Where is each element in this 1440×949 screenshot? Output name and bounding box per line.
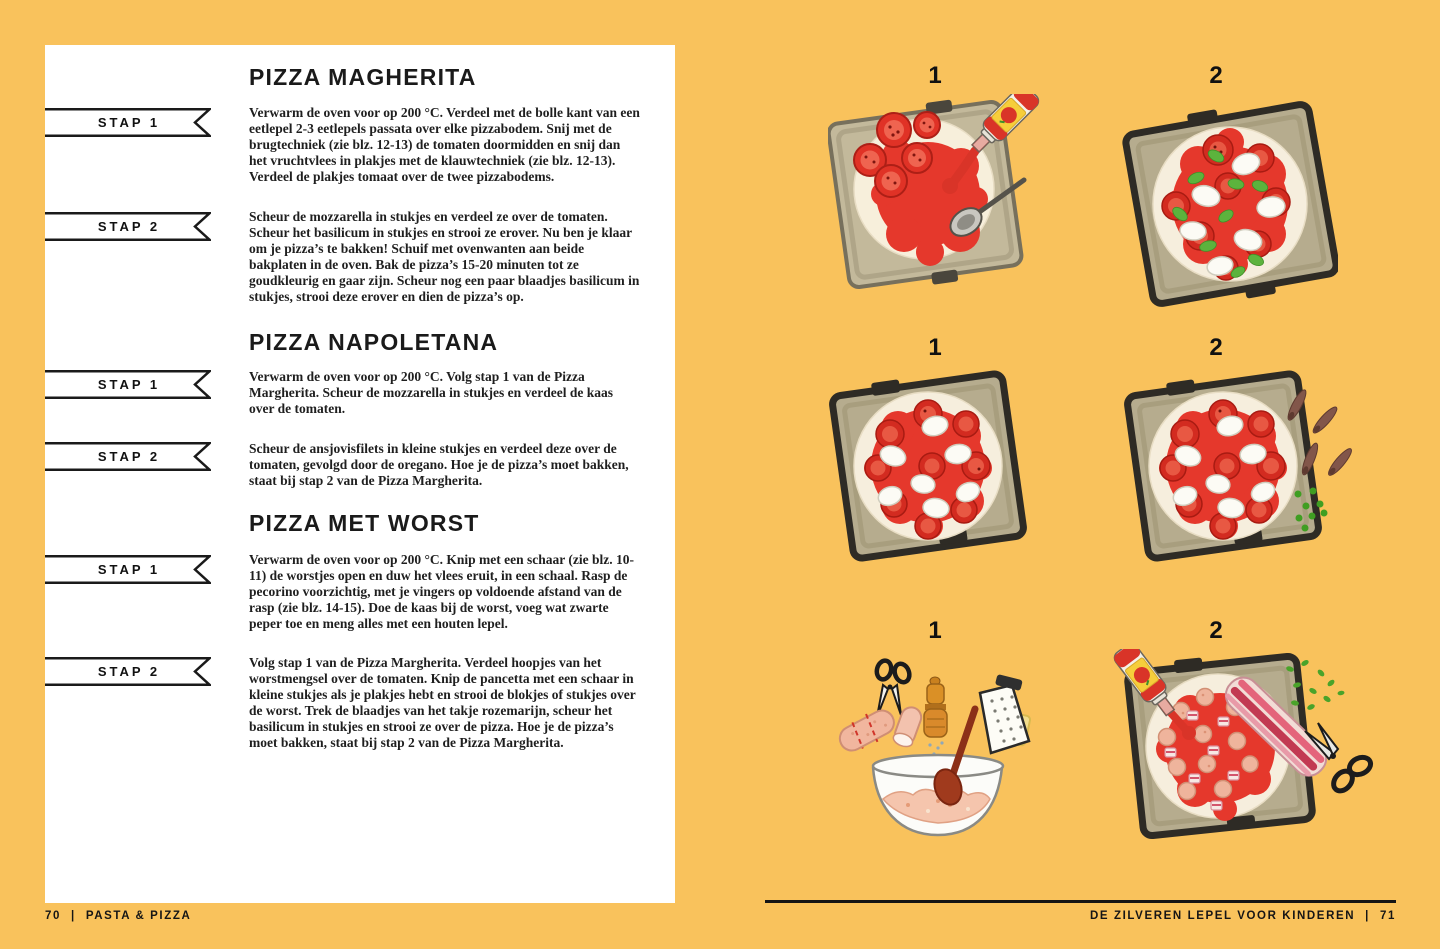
footer-rule	[765, 900, 1396, 903]
pizza-passata-illustration	[828, 94, 1058, 314]
pizza-worst-illustration	[1085, 649, 1385, 871]
recipe-panel	[45, 45, 675, 903]
step-text: Scheur de mozzarella in stukjes en verdeel ze over de tomaten. Scheur het basilicum in stukjes en strooi ze erover. Nu ben je klaar om je pizza’s te bakken! Schuif met ovenwanten aan beide bakplaten in de oven. Bak de pizza’s 15-20 minuten tot ze goudkleurig en gaar zijn. Scheur nog een paar blaadjes basilicum in stukjes, strooi deze erover en dien de pizza’s op.	[249, 209, 640, 304]
step-banner-label: STAP 2	[97, 664, 161, 679]
pizza-ansjovis-illustration	[1108, 366, 1398, 586]
footer-separator: |	[71, 910, 76, 922]
step-banner-label: STAP 1	[97, 377, 161, 392]
page-number-left: 70	[45, 910, 61, 922]
pizza-margherita-illustration	[1108, 94, 1338, 314]
footer-section: PASTA & PIZZA	[85, 910, 192, 922]
illustration-napoletana-step1	[820, 334, 1060, 594]
page-number-right: 71	[1380, 910, 1396, 922]
step-text: Scheur de ansjovisfilets in kleine stukjes en verdeel deze over de tomaten, gevolgd door de oregano. Hoe je de pizza’s moet bakken, staat bij stap 2 van de Pizza Margherita.	[249, 441, 629, 488]
illustration-number: 1	[928, 334, 942, 361]
step-banner-label: STAP 2	[97, 449, 161, 464]
illustration-worst-step1	[820, 617, 1060, 877]
step-text: Volg stap 1 van de Pizza Margherita. Verdeel hoopjes van het worstmengsel over de tomaten. Knip de pancetta met een schaar in kleine stukjes als je plakjes hebt en strooi de blokjes of stukjes over de worst. Trek de blaadjes van het takje rozemarijn, scheur het basilicum in stukjes en strooi ze over de pizza. Hoe je de pizza’s moet bakken, staat bij stap 2 van de Pizza Margherita.	[249, 655, 636, 750]
recipe-title-margherita: PIZZA MAGHERITA	[249, 64, 477, 90]
pizza-mozzarella-illustration	[828, 366, 1058, 586]
recipe-title-napoletana: PIZZA NAPOLETANA	[249, 329, 499, 355]
recipe-title-worst: PIZZA MET WORST	[249, 510, 480, 536]
step-banner-label: STAP 2	[97, 219, 161, 234]
step-banner-worst-2	[45, 657, 211, 686]
illustration-number: 1	[928, 62, 942, 89]
illustration-napoletana-step2	[1101, 334, 1401, 594]
illustration-number: 2	[1209, 334, 1223, 361]
step-text: Verwarm de oven voor op 200 °C. Volg stap 1 van de Pizza Margherita. Scheur de mozzarella in stukjes en verdeel de kaas over de tomaten.	[249, 369, 613, 416]
step-banner-margherita-2	[45, 212, 211, 241]
footer-separator: |	[1365, 910, 1370, 922]
step-text: Verwarm de oven voor op 200 °C. Verdeel met de bolle kant van een eetlepel 2-3 eetlepels passata over elke pizzabodem. Snij met de brugtechniek (zie blz. 12-13) de tomaten doormidden en snij dan het vruchtvlees in plakjes met de klauwtechniek (zie blz. 12-13). Verdeel de plakjes tomaat over de twee pizzabodems.	[249, 105, 640, 184]
illustration-number: 2	[1209, 617, 1223, 644]
illustration-number: 1	[928, 617, 942, 644]
step-banner-margherita-1	[45, 108, 211, 137]
book-title: DE ZILVEREN LEPEL VOOR KINDEREN	[1090, 910, 1356, 922]
step-banner-napoletana-2	[45, 442, 211, 471]
sausage-half	[892, 705, 924, 749]
step-text: Verwarm de oven voor op 200 °C. Knip met een schaar (zie blz. 10-11) de worstjes open en duw het vlees eruit, in een schaal. Rasp de pecorino voorzichtig, met je vingers op voldoende afstand van de rasp (zie blz. 14-15). Doe de kaas bij de worst, voeg wat zwarte peper toe en meng alles met een houten lepel.	[249, 552, 634, 631]
cheese-grater	[980, 674, 1031, 753]
illustration-worst-step2	[1085, 617, 1395, 877]
illustration-margherita-step2	[1101, 62, 1341, 322]
step-banner-worst-1	[45, 555, 211, 584]
step-banner-label: STAP 1	[97, 115, 161, 130]
step-banner-label: STAP 1	[97, 562, 161, 577]
step-banner-napoletana-1	[45, 370, 211, 399]
illustration-margherita-step1	[820, 62, 1060, 322]
pepper-mill	[924, 677, 947, 756]
footer-right	[1090, 910, 1396, 922]
worstmengsel-illustration	[828, 649, 1058, 869]
footer-left	[45, 910, 191, 922]
sausage	[834, 704, 899, 758]
illustration-number: 2	[1209, 62, 1223, 89]
